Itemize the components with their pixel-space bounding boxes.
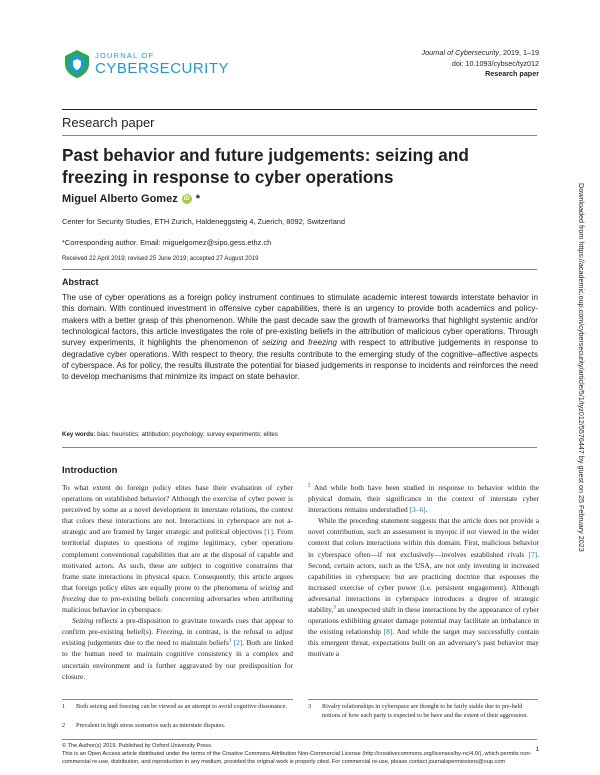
keywords-list: bias; heuristics; attribution; psychology; survey experiments; elites <box>95 431 278 438</box>
author-name: Miguel Alberto Gomez <box>62 193 178 205</box>
journal-name: Journal of Cybersecurity <box>421 48 500 57</box>
citation-link[interactable]: [3–6] <box>409 505 426 515</box>
doi[interactable]: doi: 10.1093/cybsec/tyz012 <box>451 58 539 68</box>
abstract-em-seizing: seizing <box>261 338 288 348</box>
column-left <box>62 482 293 682</box>
author-marker: * <box>195 193 200 205</box>
article-type: Research paper <box>485 69 539 78</box>
footer-rule <box>62 739 537 740</box>
abstract-text: The use of cyber operations as a foreign policy instrument continues to stimulate academic interest towards interstate behavior in this domain. With continued investment in offensive cyber capabilities, there is an urgency to provide both academics and policy-makers with a better grasp of this phenomenon. While the past decade saw the growth of frameworks that highlight systemic and/or technological factors, this article investigates the role of pre-existing beliefs in the attribution of malicious cyber operations. Through survey experiments, it highlights the phenomenon of seizing and freezing with respect to attributive judgements in response to degradative cyber operations. With respect to theory, the results contribute to the emerging study of the cognitive–affective aspects of cyberspace. As for policy, the results illustrate the potential for biased judgements in response to incidents and reinforces the need to develop mechanisms that minimize its impact on state behavior. <box>62 293 538 382</box>
abstract-heading: Abstract <box>62 277 99 287</box>
keywords-label: Key words: <box>62 431 96 438</box>
corresponding-author: *Corresponding author. Email: miguelgomez@sipo.gess.ethz.ch <box>62 238 272 247</box>
citation-link[interactable]: [1] <box>264 527 273 537</box>
received-dates: Received 22 April 2019; revised 25 June 2019; accepted 27 August 2019 <box>62 255 259 262</box>
logo-big-text: CYBERSECURITY <box>95 60 230 77</box>
top-rule <box>62 109 537 110</box>
keywords <box>62 431 278 438</box>
citation-link[interactable]: [2] <box>233 638 243 648</box>
section-label: Research paper <box>62 115 155 130</box>
footnote: 3 Rivalry relationships in cyberspace are thought to be fairly stable due to pre-held notions of how each party is expected to be have and the extent of their aggression. <box>308 703 528 719</box>
footnote: 1 Both seizing and freezing can be viewed as an attempt to avoid cognitive dissonance. <box>62 703 287 710</box>
citation-link[interactable]: [7] <box>528 549 538 559</box>
column-right <box>308 482 539 660</box>
section-rule <box>62 135 537 136</box>
introduction-heading: Introduction <box>62 465 118 476</box>
footnote: 2 Prevalent in high stress scenarios such as interstate disputes. <box>62 722 226 729</box>
affiliation: Center for Security Studies, ETH Zurich, Haldeneggsteig 4, Zuerich, 8092, Switzerland <box>62 217 346 226</box>
citation-link[interactable]: [8] <box>383 627 393 637</box>
download-notice: Downloaded from https://academic.oup.com/cybersecurity/article/5/1/tyz012/5576447 by guest on 25 February 2023 <box>577 183 586 552</box>
logo-small-text: JOURNAL OF <box>95 51 155 60</box>
abstract-bottom-rule <box>62 447 537 448</box>
copyright: © The Author(s) 2019. Published by Oxford University Press. <box>62 743 213 749</box>
footnote-marker[interactable]: 1 <box>228 638 232 644</box>
footnote-rule-left <box>62 699 293 700</box>
abstract-top-rule <box>62 269 537 270</box>
abstract-em-freezing: freezing <box>308 338 337 348</box>
journal-logo-icon <box>62 48 92 80</box>
orcid-icon[interactable]: iD <box>183 196 190 202</box>
journal-year-pages: , 2019, 1–19 <box>499 48 539 57</box>
footnote-rule-right <box>308 699 538 700</box>
page-number: 1 <box>535 746 539 753</box>
author-line <box>62 193 200 205</box>
intro-paragraph-2: Seizing reflects a pre-disposition to gravitate towards cues that appear to confirm pre-existing belief(s). Freezing, in contrast, is the refusal to adjust existing judgements due to the need to maintain beliefs$^1$ [2]. Both are linked to the human need to maintain cognitive consistency in a complex and uncertain environment and is further aggravated by our predisposition for closure. <box>62 616 294 681</box>
journal-logo <box>62 45 230 85</box>
intro-paragraph-3: While the preceding statement suggests that the article does not provide a novel contribution, such an assessment is myopic if not viewed in the wider context that colors interactions within this domain. First, malicious behavior in cyberspace often—if not exclusively—involves established rivals [7]. Second, certain actors, such as the USA, are not only investing in increased capabilities in cyberspace; but are practicing doctrine that espouses the increased exercise of cyber power (i.e. persistent engagement). Although adversarial interactions in cyberspace introduces a degree of strategic stability,$^3$ an unexpected shift in these interactions by the appearance of cyber operations exhibiting greater damage potential may facilitate an imbalance in the existing relationship [8]. And while the target may successfully contain this emergent threat, expectations built on an adversary's past behavior may motivate a <box>308 516 539 659</box>
journal-citation <box>422 48 539 80</box>
license-text: This is an Open Access article distributed under the terms of the Creative Commons Attribution Non-Commercial License (http://creativecommons.org/licenses/by-nc/4.0/), which permits non-commercial re-use, distribution, and reproduction in any medium, provided the original work is properly cited. For commercial re-use, please contact journalspermissions@oup.com <box>62 750 532 765</box>
intro-paragraph-1: To what extent do foreign policy elites base their evaluation of cyber operations on established behavior? Although the exercise of cyber power is perceived by some as a novel development in interstate relations, the context that colors these interactions are not. Interactions in cyberspace are not a-strategic and are framed by larger strategic and political objectives [1]. From territorial disputes to questions of regime legitimacy, cyber operations complement conventional capabilities that are at the disposal of capable and motivated actors. As such, these are subject to cognitive constraints that frame state interactions in physical space. Consequently, this article argues that foreign policy elites are equally prone to the phenomena of seizing and freezing due to pre-existing beliefs concerning adversaries when attributing malicious behavior in cyberspace. <box>62 483 293 615</box>
intro-paragraph-2-cont: $^2$ And while both have been studied in response to behavior within the physical domain, their significance in the context of interstate cyber interactions remains understudied [3–6]. <box>308 483 539 515</box>
footnote-marker[interactable]: 2 <box>308 483 311 489</box>
license-footer <box>62 743 538 767</box>
article-title: Past behavior and future judgements: seizing and freezing in response to cyber operations <box>62 145 469 187</box>
footnote-marker[interactable]: 3 <box>333 605 336 611</box>
